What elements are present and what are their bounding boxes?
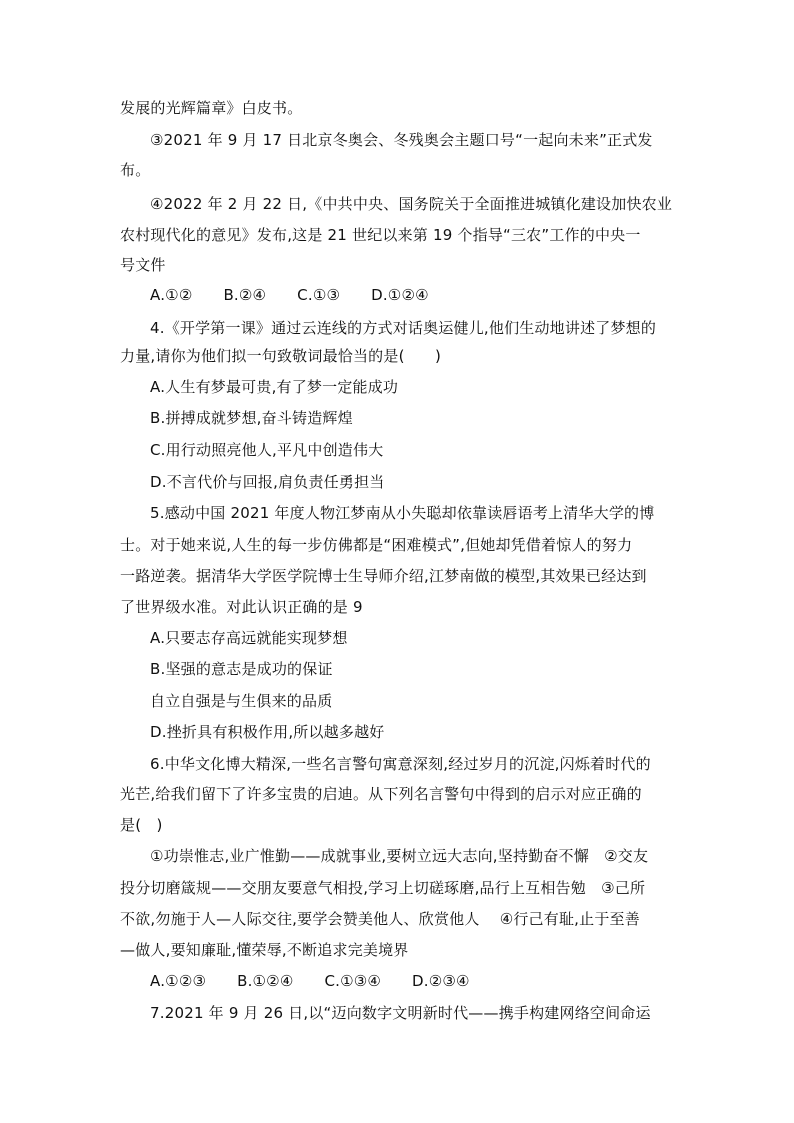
q6-items: —做人,要知廉耻,懂荣辱,不断追求完美境界 xyxy=(120,941,409,959)
text-line: 号文件 xyxy=(120,256,166,274)
text-line: ③2021 年 9 月 17 日北京冬奥会、冬残奥会主题口号“一起向未来”正式发 xyxy=(150,131,653,149)
choice-d: D.②③④ xyxy=(412,972,470,990)
q5-option-a: A.只要志存高远就能实现梦想 xyxy=(150,629,348,647)
q5-stem: 一路逆袭。据清华大学医学院博士生导师介绍,江梦南做的模型,其效果已经达到 xyxy=(120,567,647,585)
q5-stem: 士。对于她来说,人生的每一步仿佛都是“困难模式”,但她却凭借着惊人的努力 xyxy=(120,536,633,554)
choice-b: B.①②④ xyxy=(237,972,294,990)
choice-c: C.①③④ xyxy=(324,972,382,990)
choice-c: C.①③ xyxy=(297,286,341,304)
choice-b: B.②④ xyxy=(223,286,267,304)
text-line: 农村现代化的意见》发布,这是 21 世纪以来第 19 个指导“三农”工作的中央一 xyxy=(120,226,641,244)
choice-d: D.①②④ xyxy=(371,286,429,304)
q4-option-d: D.不言代价与回报,肩负责任勇担当 xyxy=(150,473,385,491)
q6-choices xyxy=(150,971,710,991)
q5-option-b: B.坚强的意志是成功的保证 xyxy=(150,660,333,678)
q3-choices xyxy=(150,285,710,305)
text-line: ④2022 年 2 月 22 日,《中共中央、国务院关于全面推进城镇化建设加快农业 xyxy=(150,195,673,213)
q5-stem: 了世界级水准。对此认识正确的是 9 xyxy=(120,598,363,616)
q4-stem: 4.《开学第一课》通过云连线的方式对话奥运健儿,他们生动地讲述了梦想的 xyxy=(150,319,657,337)
q5-option-d: D.挫折具有积极作用,所以越多越好 xyxy=(150,723,385,741)
q7-stem: 7.2021 年 9 月 26 日,以“迈向数字文明新时代——携手构建网络空间命运 xyxy=(150,1004,651,1022)
choice-a: A.①② xyxy=(150,286,193,304)
q6-stem: 光芒,给我们留下了许多宝贵的启迪。从下列名言警句中得到的启示对应正确的 xyxy=(120,785,642,803)
q5-option-c: 自立自强是与生俱来的品质 xyxy=(150,692,333,710)
q6-stem: 是( ) xyxy=(120,816,163,834)
q6-items: ①功崇惟志,业广惟勤——成就事业,要树立远大志向,坚持勤奋不懈 ②交友 xyxy=(150,847,649,865)
q6-items: 投分切磨箴规——交朋友要意气相投,学习上切磋琢磨,品行上互相告勉 ③己所 xyxy=(120,879,646,897)
q4-option-b: B.拼搏成就梦想,奋斗铸造辉煌 xyxy=(150,409,353,427)
q4-stem: 力量,请你为他们拟一句致敬词最恰当的是( ) xyxy=(120,347,442,365)
q4-option-c: C.用行动照亮他人,平凡中创造伟大 xyxy=(150,441,384,459)
choice-a: A.①②③ xyxy=(150,972,207,990)
text-line: 布。 xyxy=(120,161,151,179)
q6-stem: 6.中华文化博大精深,一些名言警句寓意深刻,经过岁月的沉淀,闪烁着时代的 xyxy=(150,755,651,773)
q4-option-a: A.人生有梦最可贵,有了梦一定能成功 xyxy=(150,378,399,396)
q6-items: 不欲,勿施于人—人际交往,要学会赞美他人、欣赏他人 ④行己有耻,止于至善 xyxy=(120,910,640,928)
text-line: 发展的光辉篇章》白皮书。 xyxy=(120,99,303,117)
q5-stem: 5.感动中国 2021 年度人物江梦南从小失聪却依靠读唇语考上清华大学的博 xyxy=(150,504,655,522)
